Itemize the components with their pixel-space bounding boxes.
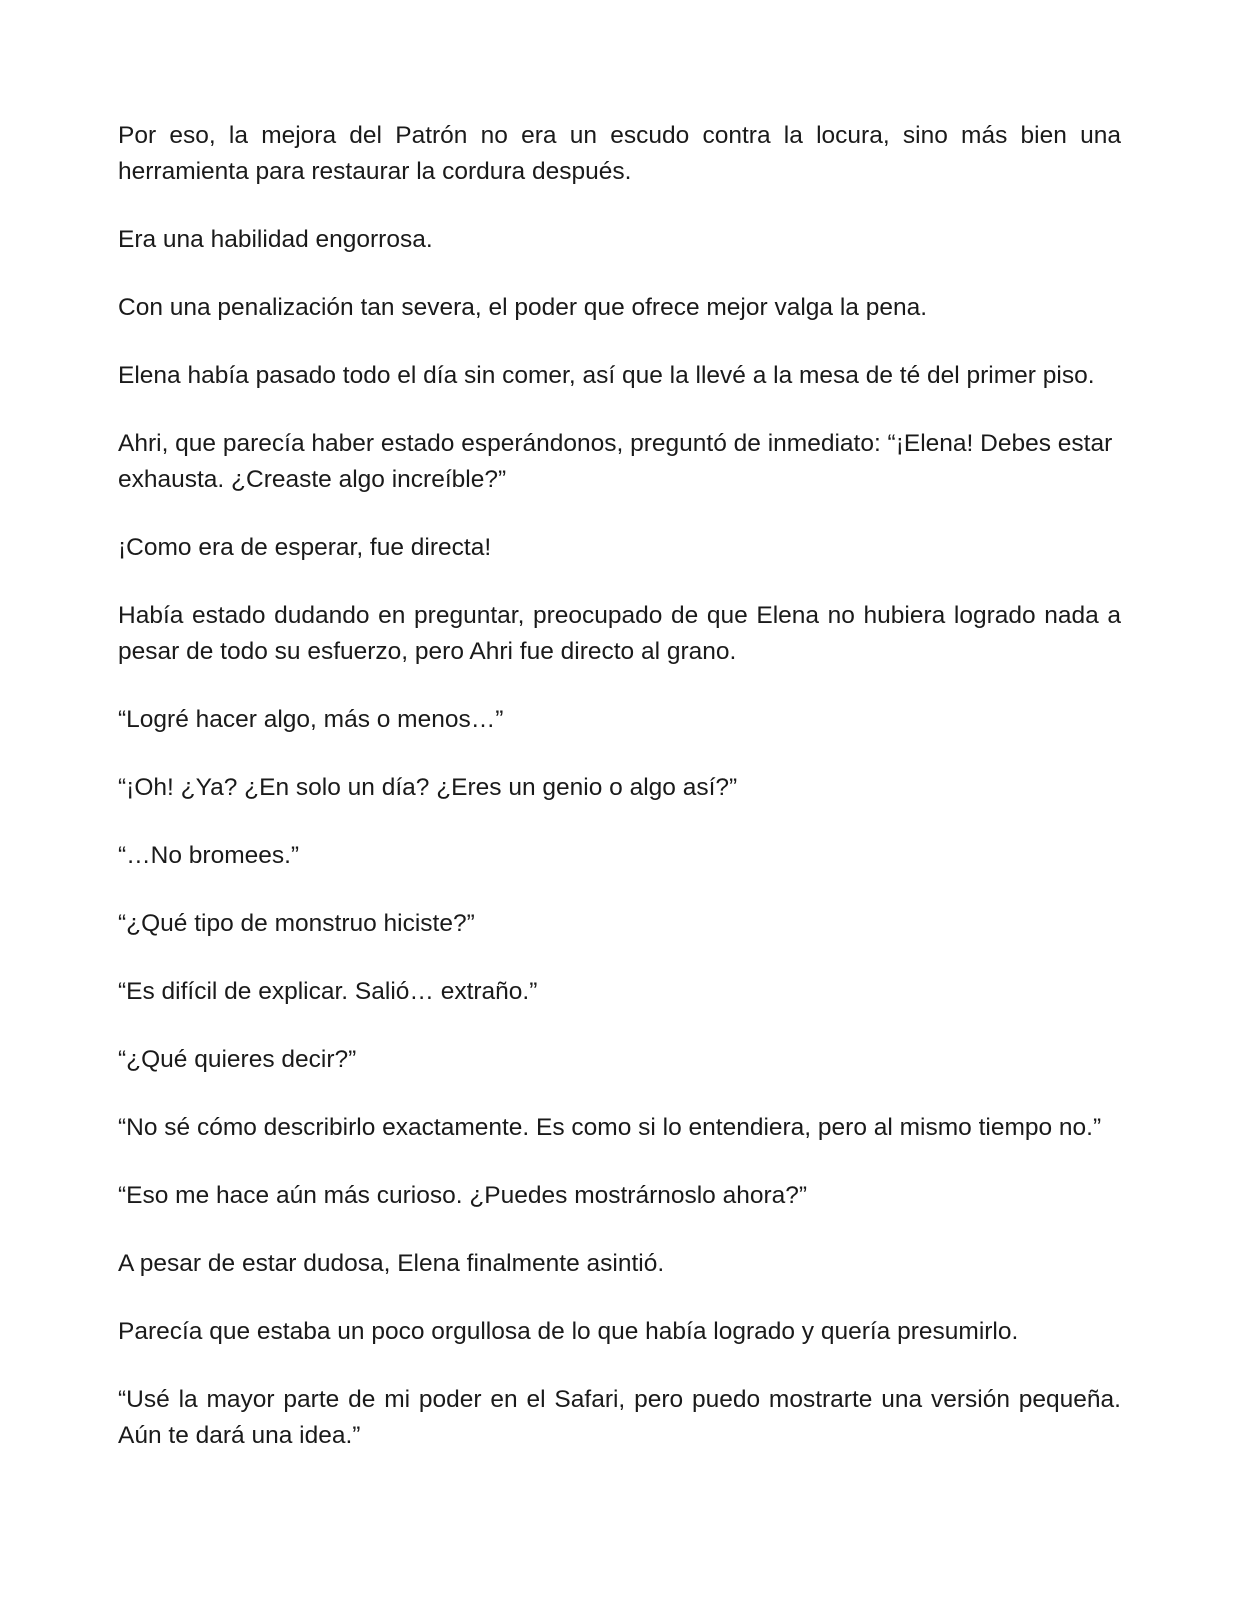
paragraph-3: Con una penalización tan severa, el poder que ofrece mejor valga la pena. — [118, 294, 928, 321]
paragraph-10: “…No bromees.” — [118, 842, 300, 869]
paragraph-15: “Eso me hace aún más curioso. ¿Puedes mostrárnoslo ahora?” — [118, 1182, 808, 1209]
paragraph-12: “Es difícil de explicar. Salió… extraño.” — [118, 978, 538, 1005]
paragraph-13: “¿Qué quieres decir?” — [118, 1046, 357, 1073]
paragraph-2: Era una habilidad engorrosa. — [118, 226, 433, 253]
paragraph-8: “Logré hacer algo, más o menos…” — [118, 706, 504, 733]
paragraph-18: “Usé la mayor parte de mi poder en el Safari, pero puedo mostrarte una versión pequeña. Aún te dará una idea.” — [118, 1386, 1121, 1449]
paragraph-11: “¿Qué tipo de monstruo hiciste?” — [118, 910, 475, 937]
paragraph-6: ¡Como era de esperar, fue directa! — [118, 534, 492, 561]
paragraph-7: Había estado dudando en preguntar, preocupado de que Elena no hubiera logrado nada a pesar de todo su esfuerzo, pero Ahri fue directo al grano. — [118, 602, 1121, 665]
paragraph-9: “¡Oh! ¿Ya? ¿En solo un día? ¿Eres un genio o algo así?” — [118, 774, 738, 801]
paragraph-16: A pesar de estar dudosa, Elena finalmente asintió. — [118, 1250, 665, 1277]
paragraph-17: Parecía que estaba un poco orgullosa de lo que había logrado y quería presumirlo. — [118, 1318, 1019, 1345]
paragraph-4: Elena había pasado todo el día sin comer, así que la llevé a la mesa de té del primer piso. — [118, 362, 1095, 389]
paragraph-1: Por eso, la mejora del Patrón no era un escudo contra la locura, sino más bien una herramienta para restaurar la cordura después. — [118, 122, 1121, 185]
text-column — [118, 118, 1121, 1486]
paragraph-5: Ahri, que parecía haber estado esperándonos, preguntó de inmediato: “¡Elena! Debes estar exhausta. ¿Creaste algo increíble?” — [118, 430, 1113, 493]
paragraph-14: “No sé cómo describirlo exactamente. Es como si lo entendiera, pero al mismo tiempo no.” — [118, 1114, 1102, 1141]
